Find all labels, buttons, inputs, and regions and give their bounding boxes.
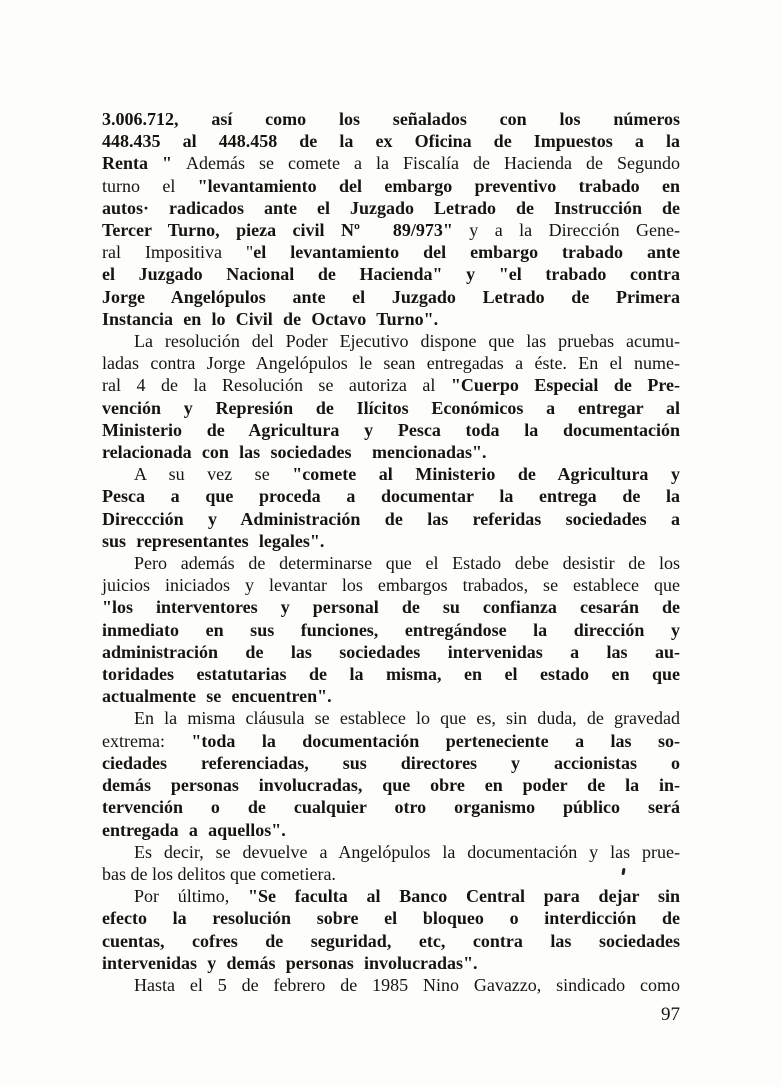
text-segment: Por último, bbox=[134, 886, 249, 907]
bold-text-segment: Tercer Turno, pieza civil Nº 89/973" bbox=[102, 220, 453, 241]
text-line bbox=[102, 730, 680, 752]
text-line bbox=[102, 952, 680, 974]
bold-text-segment: Instancia en lo Civil de Octavo Turno". bbox=[102, 308, 439, 329]
bold-text-segment: "comete al Ministerio de Agricultura y bbox=[292, 464, 681, 485]
text-line bbox=[102, 774, 680, 796]
paragraph bbox=[102, 974, 680, 996]
bold-text-segment: relacionada con las sociedades mencionadas". bbox=[102, 442, 487, 463]
paragraph bbox=[102, 707, 680, 840]
page-number: 97 bbox=[661, 1004, 680, 1025]
text-segment: A su vez se bbox=[134, 464, 293, 485]
bold-text-segment: vención y Represión de Ilícitos Económicos a entregar al bbox=[102, 397, 680, 418]
text-segment: turno el bbox=[102, 175, 198, 196]
text-line bbox=[102, 241, 680, 263]
text-line bbox=[102, 286, 680, 308]
text-line bbox=[102, 641, 680, 663]
paragraph bbox=[102, 552, 680, 707]
bold-text-segment: intervenidas y demás personas involucradas". bbox=[102, 952, 478, 973]
bold-text-segment: Ministerio de Agricultura y Pesca toda la documentación bbox=[102, 419, 680, 440]
bold-text-segment: entregada a aquellos". bbox=[102, 819, 286, 840]
bold-text-segment: Pesca a que proceda a documentar la entrega de la bbox=[102, 486, 680, 507]
bold-text-segment: ciedades referenciadas, sus directores y accionistas o bbox=[102, 752, 680, 773]
text-line bbox=[102, 530, 680, 552]
bold-text-segment: 3.006.712, así como los señalados con los números bbox=[102, 109, 680, 129]
text-line bbox=[102, 419, 680, 441]
text-segment: Es decir, se devuelve a Angelópulos la documentación y las prue- bbox=[134, 841, 680, 862]
bold-text-segment: "toda la documentación perteneciente a las so- bbox=[191, 730, 680, 751]
text-line bbox=[102, 175, 680, 197]
text-line bbox=[102, 263, 680, 285]
text-segment: juicios iniciados y levantar los embargos trabados, se establece que bbox=[102, 575, 680, 596]
bold-text-segment: tervención o de cualquier otro organismo público será bbox=[102, 797, 680, 818]
text-line bbox=[102, 508, 680, 530]
bold-text-segment: administración de las sociedades intervenidas a las au- bbox=[102, 641, 680, 662]
text-line bbox=[102, 863, 680, 885]
text-segment: Hasta el 5 de febrero de 1985 Nino Gavazzo, sindicado como bbox=[134, 974, 680, 995]
text-line bbox=[102, 441, 680, 463]
bold-text-segment: Direccción y Administración de las referidas sociedades a bbox=[102, 508, 680, 529]
text-line bbox=[102, 574, 680, 596]
text-line bbox=[102, 907, 680, 929]
bold-text-segment: efecto la resolución sobre el bloqueo o interdicción de bbox=[102, 908, 680, 929]
bold-text-segment: actualmente se encuentren". bbox=[102, 686, 332, 707]
text-line bbox=[102, 819, 680, 841]
text-line bbox=[102, 485, 680, 507]
text-line bbox=[102, 663, 680, 685]
text-segment: En la misma cláusula se establece lo que es, sin duda, de gravedad bbox=[134, 708, 680, 729]
bold-text-segment: toridades estatutarias de la misma, en el estado en que bbox=[102, 664, 680, 685]
text-segment: ladas contra Jorge Angelópulos le sean entregadas a éste. En el nume- bbox=[102, 353, 680, 374]
text-line bbox=[102, 352, 680, 374]
paragraph bbox=[102, 330, 680, 463]
bold-text-segment: cuentas, cofres de seguridad, etc, contra las sociedades bbox=[102, 930, 680, 951]
text-line bbox=[102, 619, 680, 641]
text-line bbox=[102, 130, 680, 152]
text-line bbox=[102, 374, 680, 396]
bold-text-segment: autos· radicados ante el Juzgado Letrado de Instrucción de bbox=[102, 197, 680, 218]
bold-text-segment: "levantamiento del embargo preventivo trabado en bbox=[197, 175, 680, 196]
paragraph bbox=[102, 885, 680, 974]
text-line bbox=[102, 685, 680, 707]
text-line bbox=[102, 463, 680, 485]
text-block bbox=[102, 108, 680, 996]
text-line bbox=[102, 552, 680, 574]
text-segment: ral 4 de la Resolución se autoriza al bbox=[102, 375, 451, 396]
text-line bbox=[102, 397, 680, 419]
text-line bbox=[102, 308, 680, 330]
bold-text-segment: Renta " bbox=[102, 153, 187, 174]
text-line bbox=[102, 885, 680, 907]
bold-text-segment: "Cuerpo Especial de Pre- bbox=[450, 375, 680, 396]
text-line bbox=[102, 152, 680, 174]
bold-text-segment: demás personas involucradas, que obre en poder de la in- bbox=[102, 775, 680, 796]
text-line bbox=[102, 596, 680, 618]
text-line bbox=[102, 330, 680, 352]
bold-text-segment: el Juzgado Nacional de Hacienda" y "el trabado contra bbox=[102, 264, 680, 285]
text-segment: ral Impositiva " bbox=[102, 242, 254, 263]
text-segment: Pero además de determinarse que el Estado debe desistir de los bbox=[134, 553, 680, 574]
paragraph bbox=[102, 841, 680, 885]
text-segment: y a la Dirección Gene- bbox=[452, 220, 681, 241]
text-segment: La resolución del Poder Ejecutivo dispone que las pruebas acumu- bbox=[134, 331, 680, 352]
text-line bbox=[102, 108, 680, 130]
text-line bbox=[102, 197, 680, 219]
text-line bbox=[102, 219, 680, 241]
text-line bbox=[102, 841, 680, 863]
bold-text-segment: 448.435 al 448.458 de la ex Oficina de Impuestos a la bbox=[102, 131, 680, 152]
text-segment: extrema: bbox=[102, 730, 192, 751]
bold-text-segment: "los interventores y personal de su confianza cesarán de bbox=[102, 597, 680, 618]
bold-text-segment: "Se faculta al Banco Central para dejar sin bbox=[248, 886, 680, 907]
bold-text-segment: inmediato en sus funciones, entregándose la dirección y bbox=[102, 619, 680, 640]
text-line bbox=[102, 796, 680, 818]
text-segment: bas de los delitos que cometiera. bbox=[102, 863, 336, 884]
paragraph bbox=[102, 463, 680, 552]
text-line bbox=[102, 974, 680, 996]
bold-text-segment: Jorge Angelópulos ante el Juzgado Letrado de Primera bbox=[102, 286, 680, 307]
text-line bbox=[102, 707, 680, 729]
text-segment: Además se comete a la Fiscalía de Hacienda de Segundo bbox=[186, 153, 680, 174]
bold-text-segment: el levantamiento del embargo trabado ante bbox=[253, 242, 680, 263]
text-line bbox=[102, 752, 680, 774]
text-line bbox=[102, 930, 680, 952]
paragraph bbox=[102, 108, 680, 330]
bold-text-segment: sus representantes legales". bbox=[102, 530, 325, 551]
